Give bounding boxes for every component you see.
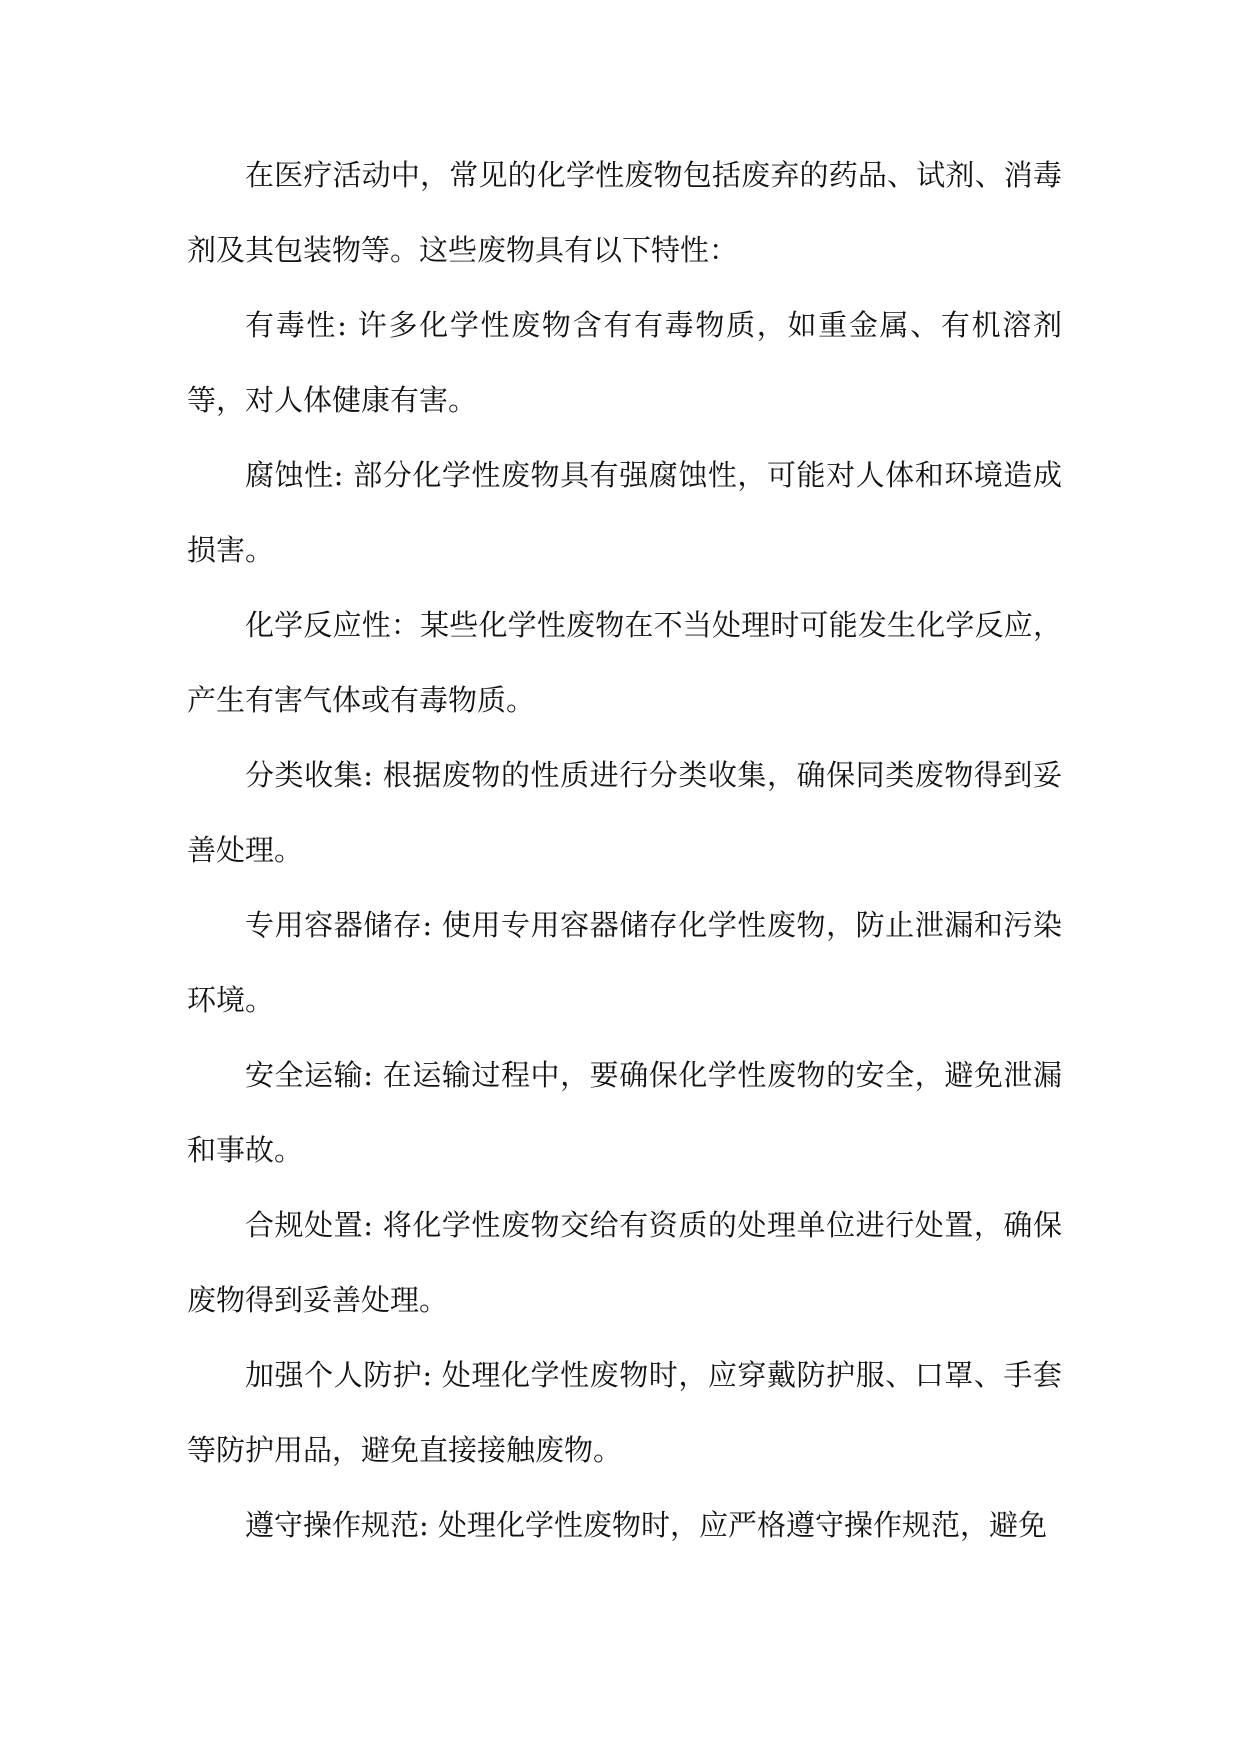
paragraph-classified-collection: 分类收集: 根据废物的性质进行分类收集，确保同类废物得到妥善处理。	[187, 758, 1062, 867]
paragraph-intro: 在医疗活动中，常见的化学性废物包括废弃的药品、试剂、消毒剂及其包装物等。这些废物具有以下特性：	[187, 158, 1062, 267]
paragraph-compliant-disposal: 合规处置: 将化学性废物交给有资质的处理单位进行处置，确保废物得到妥善处理。	[187, 1208, 1062, 1317]
paragraph-chemical-reactivity: 化学反应性：某些化学性废物在不当处理时可能发生化学反应，产生有害气体或有毒物质。	[187, 608, 1062, 717]
paragraph-dedicated-storage: 专用容器储存: 使用专用容器储存化学性废物，防止泄漏和污染环境。	[187, 908, 1062, 1017]
paragraph-operating-rules: 遵守操作规范: 处理化学性废物时，应严格遵守操作规范，避免	[245, 1508, 1047, 1542]
paragraph-personal-protection: 加强个人防护: 处理化学性废物时，应穿戴防护服、口罩、手套等防护用品，避免直接接触废物。	[187, 1358, 1062, 1467]
paragraph-toxicity: 有毒性: 许多化学性废物含有有毒物质，如重金属、有机溶剂等，对人体健康有害。	[187, 308, 1062, 417]
document-body	[187, 138, 1062, 1563]
paragraph-corrosiveness: 腐蚀性: 部分化学性废物具有强腐蚀性，可能对人体和环境造成损害。	[187, 458, 1062, 567]
paragraph-safe-transport: 安全运输: 在运输过程中，要确保化学性废物的安全，避免泄漏和事故。	[187, 1058, 1062, 1167]
